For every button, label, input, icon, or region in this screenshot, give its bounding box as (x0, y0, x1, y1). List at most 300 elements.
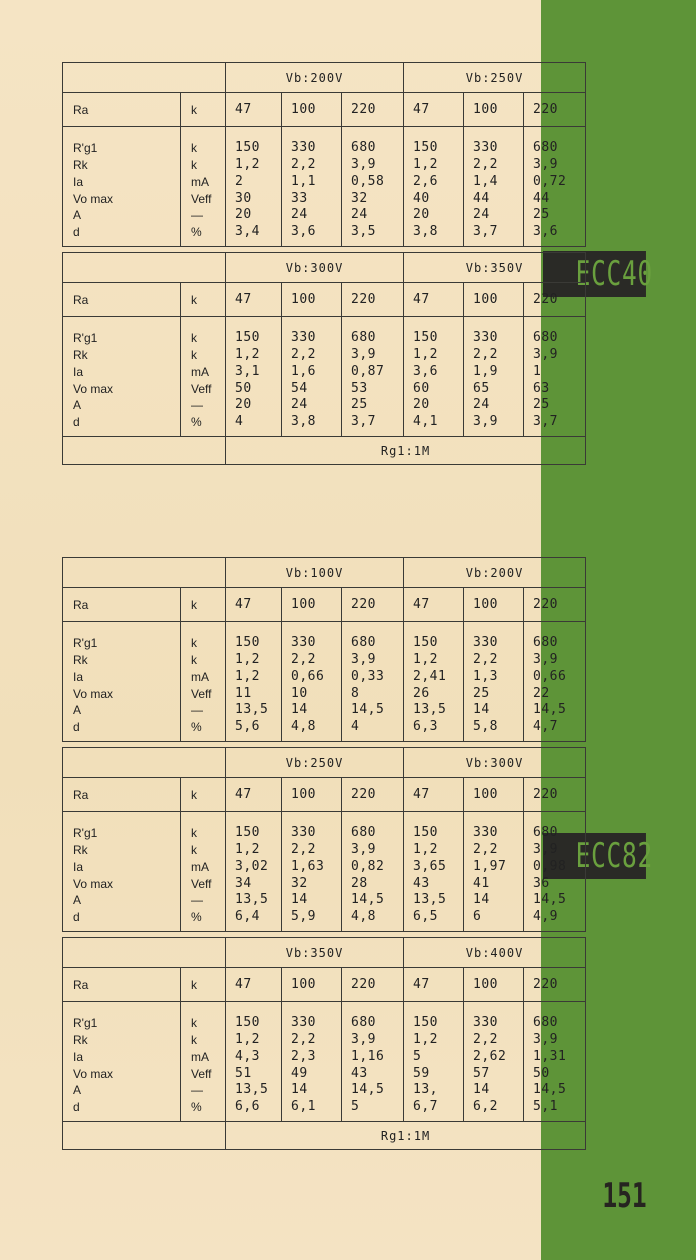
value-column (226, 127, 282, 247)
empty-cell (63, 558, 226, 588)
value-cell: 2,2 (473, 841, 499, 857)
ra-label: Ra (63, 778, 181, 812)
parameter-unit: Veff (191, 876, 212, 891)
value-cell: 330 (291, 825, 316, 841)
value-cell: 680 (351, 330, 376, 346)
value-cell: 20 (235, 397, 252, 413)
value-cell: 150 (235, 140, 260, 156)
voltage-header-row (63, 748, 586, 778)
parameter-label: Rk (73, 652, 88, 667)
footer-row (63, 437, 586, 465)
value-cell: 4 (351, 719, 360, 735)
parameter-unit: — (191, 398, 203, 413)
value-cell: 3,9 (473, 414, 499, 430)
value-cell: 150 (235, 825, 260, 841)
value-cell: 3,4 (235, 224, 260, 240)
value-cell: 14 (473, 702, 490, 718)
value-column (282, 1002, 342, 1122)
value-cell: 3,1 (235, 363, 260, 379)
ra-value: 47 (226, 778, 282, 812)
value-cell: 1,2 (235, 156, 260, 172)
voltage-label-right: Vb:350V (404, 253, 586, 283)
parameter-unit: k (191, 331, 197, 346)
empty-cell (63, 63, 226, 93)
parameter-label: Rk (73, 1032, 88, 1047)
parameter-labels (63, 317, 181, 437)
value-cell: 44 (473, 190, 490, 206)
value-column (282, 622, 342, 742)
parameter-label: R'g1 (73, 1016, 98, 1031)
empty-cell (63, 253, 226, 283)
grid-resistor-note: Rg1:1M (226, 1122, 586, 1150)
value-cell: 3,9 (533, 651, 559, 667)
value-cell: 1,9 (473, 363, 499, 379)
parameter-label: d (73, 720, 80, 735)
parameter-label: R'g1 (73, 141, 98, 156)
ra-value: 47 (226, 283, 282, 317)
value-cell: 2,2 (291, 841, 316, 857)
value-cell: 24 (473, 207, 490, 223)
value-cell: 2,3 (291, 1048, 316, 1064)
parameter-units (181, 127, 226, 247)
value-cell: 150 (413, 140, 439, 156)
parameter-unit: % (191, 1100, 202, 1115)
value-cell: 40 (413, 190, 430, 206)
value-cell: 13,5 (235, 702, 269, 718)
value-column (342, 622, 404, 742)
value-cell: 4,8 (291, 719, 316, 735)
value-cell: 5,6 (235, 719, 260, 735)
value-cell: 54 (291, 380, 308, 396)
value-cell: 3,7 (473, 224, 499, 240)
parameter-unit: k (191, 1032, 197, 1047)
value-cell: 2 (235, 173, 244, 189)
value-cell: 3,6 (533, 224, 559, 240)
parameter-label: Vo max (73, 381, 114, 396)
ecc40-table (62, 62, 586, 465)
value-cell: 41 (473, 875, 490, 891)
value-cell: 6,7 (413, 1099, 439, 1115)
value-column (226, 317, 282, 437)
parameter-label: d (73, 415, 80, 430)
ra-value: 220 (524, 778, 586, 812)
value-cell: 65 (473, 380, 490, 396)
ra-value: 100 (464, 93, 524, 127)
value-cell: 3,9 (533, 346, 559, 362)
value-cell: 3,6 (413, 363, 439, 379)
parameter-labels (63, 127, 181, 247)
value-cell: 2,2 (473, 156, 499, 172)
value-column (226, 622, 282, 742)
value-cell: 4,3 (235, 1048, 260, 1064)
value-cell: 0,72 (533, 173, 567, 189)
value-column (524, 127, 586, 247)
parameter-label: d (73, 1100, 80, 1115)
value-cell: 14 (291, 892, 308, 908)
parameter-label: d (73, 910, 80, 925)
value-cell: 680 (533, 635, 559, 651)
ra-row (63, 93, 586, 127)
value-cell: 43 (413, 875, 430, 891)
parameter-units (181, 812, 226, 932)
value-cell: 2,2 (291, 346, 316, 362)
value-column (404, 622, 464, 742)
value-cell: 4,8 (351, 909, 376, 925)
parameter-label: R'g1 (73, 331, 98, 346)
parameter-unit: Veff (191, 381, 212, 396)
value-cell: 3,9 (351, 1031, 376, 1047)
value-cell: 2,2 (473, 346, 499, 362)
parameter-unit: Veff (191, 686, 212, 701)
parameter-labels (63, 1002, 181, 1122)
value-cell: 26 (413, 685, 430, 701)
values-row (63, 622, 586, 742)
value-cell: 4,9 (533, 909, 559, 925)
value-cell: 8 (351, 685, 360, 701)
value-cell: 0,66 (291, 668, 325, 684)
value-cell: 50 (533, 1065, 550, 1081)
parameter-label: Vo max (73, 876, 114, 891)
value-cell: 4,7 (533, 719, 559, 735)
value-column (342, 127, 404, 247)
value-cell: 20 (413, 397, 430, 413)
parameter-unit: % (191, 910, 202, 925)
ra-value: 47 (226, 93, 282, 127)
value-cell: 14,5 (351, 892, 385, 908)
value-cell: 680 (351, 1015, 376, 1031)
voltage-header-row (63, 558, 586, 588)
parameter-label: Ia (73, 174, 84, 189)
value-cell: 14,5 (533, 1082, 567, 1098)
parameter-units (181, 317, 226, 437)
parameter-unit: mA (191, 364, 209, 379)
value-cell: 13, (413, 1082, 439, 1098)
value-cell: 330 (473, 140, 499, 156)
values-row (63, 317, 586, 437)
ecc82-table (62, 557, 586, 1150)
value-column (464, 812, 524, 932)
value-cell: 1,2 (413, 346, 439, 362)
ra-value: 47 (404, 93, 464, 127)
value-cell: 4,1 (413, 414, 439, 430)
value-cell: 25 (351, 397, 368, 413)
value-cell: 34 (235, 875, 252, 891)
value-cell: 0,33 (351, 668, 385, 684)
value-column (464, 622, 524, 742)
value-cell: 1,2 (235, 841, 260, 857)
ra-value: 220 (524, 283, 586, 317)
tube-tag-label: ECC40 (575, 254, 653, 294)
value-cell: 13,5 (235, 1082, 269, 1098)
value-column (464, 317, 524, 437)
value-cell: 1,3 (473, 668, 499, 684)
parameter-unit: k (191, 826, 197, 841)
value-cell: 14 (291, 702, 308, 718)
ra-value: 220 (524, 968, 586, 1002)
value-cell: 1 (533, 363, 542, 379)
empty-cell (63, 1122, 226, 1150)
value-cell: 5,9 (291, 909, 316, 925)
parameter-unit: mA (191, 859, 209, 874)
value-column (226, 812, 282, 932)
value-cell: 24 (473, 397, 490, 413)
ra-value: 220 (342, 93, 404, 127)
value-cell: 1,2 (413, 1031, 439, 1047)
voltage-label-right: Vb:250V (404, 63, 586, 93)
value-cell: 14 (473, 892, 490, 908)
ra-value: 100 (282, 283, 342, 317)
parameter-unit: k (191, 1016, 197, 1031)
value-cell: 330 (291, 140, 316, 156)
parameter-unit: k (191, 652, 197, 667)
empty-cell (63, 938, 226, 968)
value-column (524, 622, 586, 742)
ra-label: Ra (63, 93, 181, 127)
value-cell: 150 (235, 635, 260, 651)
value-cell: 2,2 (291, 156, 316, 172)
parameter-label: Vo max (73, 1066, 114, 1081)
value-cell: 3,7 (533, 414, 559, 430)
value-column (404, 317, 464, 437)
value-cell: 680 (533, 330, 559, 346)
value-cell: 14,5 (351, 702, 385, 718)
ra-unit: k (181, 778, 226, 812)
value-cell: 330 (291, 330, 316, 346)
ra-value: 100 (282, 93, 342, 127)
value-cell: 51 (235, 1065, 252, 1081)
ra-value: 100 (282, 588, 342, 622)
value-cell: 680 (351, 825, 376, 841)
value-column (282, 127, 342, 247)
value-cell: 3,9 (351, 156, 376, 172)
value-cell: 5 (351, 1099, 360, 1115)
empty-cell (63, 748, 226, 778)
ra-value: 47 (404, 283, 464, 317)
value-cell: 680 (533, 140, 559, 156)
parameter-unit: — (191, 1083, 203, 1098)
parameter-label: Rk (73, 842, 88, 857)
value-cell: 150 (413, 825, 439, 841)
value-cell: 1,31 (533, 1048, 567, 1064)
value-column (282, 812, 342, 932)
value-cell: 330 (473, 825, 499, 841)
parameter-unit: — (191, 893, 203, 908)
parameter-label: Vo max (73, 191, 114, 206)
voltage-label-right: Vb:400V (404, 938, 586, 968)
value-cell: 13,5 (413, 702, 447, 718)
value-cell: 680 (351, 140, 376, 156)
value-cell: 36 (533, 875, 550, 891)
value-cell: 13,5 (413, 892, 447, 908)
value-cell: 150 (413, 1015, 439, 1031)
value-cell: 3,8 (413, 224, 439, 240)
ra-unit: k (181, 588, 226, 622)
value-cell: 20 (235, 207, 252, 223)
value-cell: 6,6 (235, 1099, 260, 1115)
voltage-label-right: Vb:200V (404, 558, 586, 588)
parameter-units (181, 622, 226, 742)
parameter-label: Rk (73, 157, 88, 172)
value-cell: 0,98 (533, 858, 567, 874)
parameter-label: R'g1 (73, 826, 98, 841)
value-cell: 11 (235, 685, 252, 701)
value-cell: 150 (235, 1015, 260, 1031)
parameter-unit: mA (191, 1049, 209, 1064)
value-cell: 5 (413, 1048, 422, 1064)
value-cell: 32 (351, 190, 368, 206)
value-cell: 3,7 (351, 414, 376, 430)
value-cell: 6,2 (473, 1099, 499, 1115)
value-cell: 0,87 (351, 363, 385, 379)
ra-value: 100 (464, 588, 524, 622)
value-cell: 1,2 (413, 651, 439, 667)
value-cell: 14,5 (351, 1082, 385, 1098)
value-cell: 3,9 (351, 841, 376, 857)
value-cell: 3,6 (291, 224, 316, 240)
ra-value: 220 (342, 588, 404, 622)
value-cell: 330 (473, 330, 499, 346)
value-column (342, 1002, 404, 1122)
value-cell: 14,5 (533, 892, 567, 908)
parameter-label: A (73, 1083, 82, 1098)
parameter-label: Vo max (73, 686, 114, 701)
parameter-units (181, 1002, 226, 1122)
value-column (524, 317, 586, 437)
value-cell: 10 (291, 685, 308, 701)
parameter-unit: — (191, 703, 203, 718)
ra-value: 220 (524, 93, 586, 127)
ra-row (63, 283, 586, 317)
value-cell: 1,63 (291, 858, 325, 874)
ra-value: 220 (342, 778, 404, 812)
value-cell: 330 (473, 1015, 499, 1031)
value-cell: 33 (291, 190, 308, 206)
value-column (404, 1002, 464, 1122)
value-column (282, 317, 342, 437)
value-cell: 680 (533, 1015, 559, 1031)
parameter-unit: mA (191, 174, 209, 189)
value-cell: 2,2 (473, 1031, 499, 1047)
value-cell: 2,2 (473, 651, 499, 667)
parameter-label: Ia (73, 859, 84, 874)
voltage-header-row (63, 63, 586, 93)
ra-row (63, 588, 586, 622)
value-cell: 24 (291, 397, 308, 413)
parameter-unit: % (191, 720, 202, 735)
value-column (464, 127, 524, 247)
value-column (404, 127, 464, 247)
parameter-unit: % (191, 225, 202, 240)
ra-value: 47 (226, 588, 282, 622)
ra-label: Ra (63, 588, 181, 622)
value-cell: 150 (413, 330, 439, 346)
footer-row (63, 1122, 586, 1150)
ra-unit: k (181, 93, 226, 127)
value-cell: 1,2 (235, 651, 260, 667)
parameter-labels (63, 622, 181, 742)
value-cell: 14 (291, 1082, 308, 1098)
voltage-label-left: Vb:300V (226, 253, 404, 283)
value-cell: 3,9 (351, 346, 376, 362)
value-cell: 3,9 (351, 651, 376, 667)
value-cell: 1,4 (473, 173, 499, 189)
value-cell: 2,62 (473, 1048, 507, 1064)
values-row (63, 1002, 586, 1122)
value-cell: 2,41 (413, 668, 447, 684)
value-column (464, 1002, 524, 1122)
parameter-label: A (73, 208, 82, 223)
value-cell: 2,6 (413, 173, 439, 189)
voltage-label-left: Vb:350V (226, 938, 404, 968)
value-cell: 49 (291, 1065, 308, 1081)
value-cell: 1,6 (291, 363, 316, 379)
value-cell: 6 (473, 909, 482, 925)
parameter-label: Ia (73, 1049, 84, 1064)
value-cell: 330 (473, 635, 499, 651)
value-cell: 13,5 (235, 892, 269, 908)
ra-value: 100 (464, 968, 524, 1002)
parameter-unit: k (191, 636, 197, 651)
value-cell: 3,9 (533, 156, 559, 172)
value-cell: 6,4 (235, 909, 260, 925)
parameter-unit: Veff (191, 1066, 212, 1081)
ra-value: 47 (404, 588, 464, 622)
page-number: 151 (602, 1176, 647, 1216)
ra-value: 47 (404, 778, 464, 812)
parameter-labels (63, 812, 181, 932)
value-cell: 14 (473, 1082, 490, 1098)
value-cell: 24 (291, 207, 308, 223)
value-cell: 5,1 (533, 1099, 559, 1115)
value-cell: 6,5 (413, 909, 439, 925)
value-column (524, 812, 586, 932)
ra-value: 100 (464, 283, 524, 317)
parameter-label: A (73, 398, 82, 413)
parameter-label: R'g1 (73, 636, 98, 651)
value-cell: 25 (533, 397, 550, 413)
value-cell: 30 (235, 190, 252, 206)
parameter-unit: k (191, 141, 197, 156)
empty-cell (63, 437, 226, 465)
value-cell: 5,8 (473, 719, 499, 735)
parameter-label: A (73, 703, 82, 718)
value-cell: 1,1 (291, 173, 316, 189)
parameter-label: Rk (73, 347, 88, 362)
value-column (226, 1002, 282, 1122)
parameter-unit: k (191, 157, 197, 172)
value-cell: 25 (473, 685, 490, 701)
voltage-label-left: Vb:250V (226, 748, 404, 778)
value-cell: 2,2 (291, 1031, 316, 1047)
parameter-unit: k (191, 347, 197, 362)
value-cell: 330 (291, 635, 316, 651)
ra-value: 100 (282, 778, 342, 812)
value-cell: 3,9 (533, 841, 559, 857)
value-cell: 1,97 (473, 858, 507, 874)
value-cell: 59 (413, 1065, 430, 1081)
parameter-unit: % (191, 415, 202, 430)
ra-label: Ra (63, 283, 181, 317)
value-cell: 57 (473, 1065, 490, 1081)
value-cell: 680 (351, 635, 376, 651)
value-cell: 14,5 (533, 702, 567, 718)
value-cell: 6,3 (413, 719, 439, 735)
value-column (404, 812, 464, 932)
value-cell: 4 (235, 414, 244, 430)
value-cell: 28 (351, 875, 368, 891)
ra-value: 220 (342, 283, 404, 317)
ra-row (63, 968, 586, 1002)
